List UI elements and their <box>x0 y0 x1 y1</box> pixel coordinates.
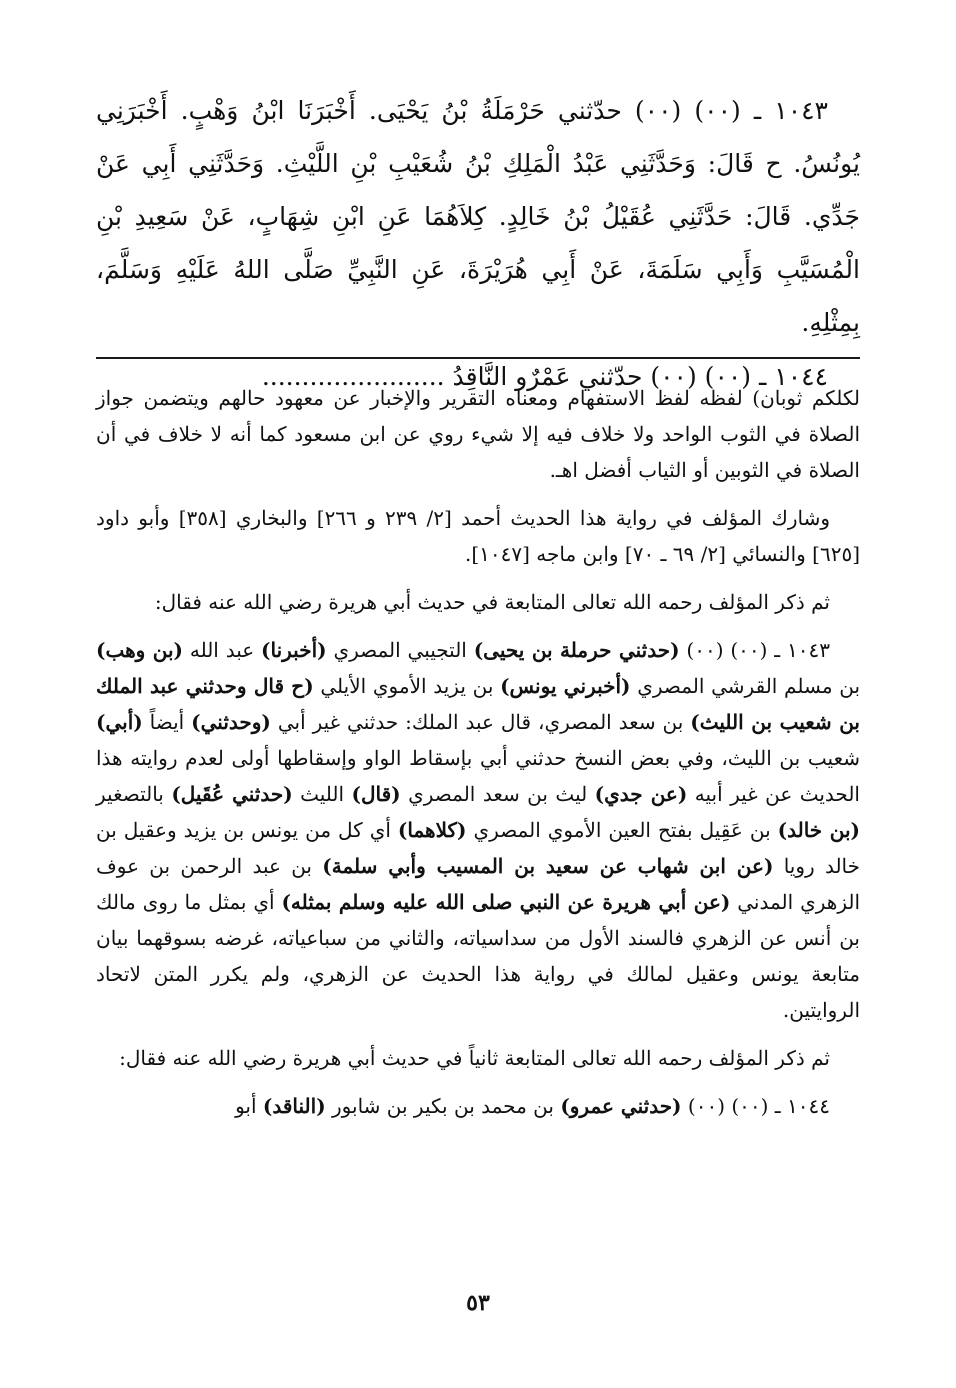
commentary-text: ١٠٤٣ ـ (٠٠) (٠٠) <box>679 638 830 662</box>
commentary-text: بن عبد الرحمن بن عوف الزهري المدني <box>96 854 861 914</box>
commentary-text: بن يزيد الأموي الأيلي <box>313 674 501 698</box>
commentary-text: الليث <box>292 782 352 806</box>
commentary-text: بالتصغير <box>96 782 172 806</box>
commentary-text: أبو <box>235 1094 263 1118</box>
commentary-paragraph-5: ثم ذكر المؤلف رحمه الله تعالى المتابعة ثانياً في حديث أبي هريرة رضي الله عنه فقال: <box>119 1046 830 1070</box>
commentary-text: شعيب بن الليث، وفي بعض النسخ حدثني أبي بإسقاط الواو وإسقاطها أولى لعدم روايته هذا الحديث عن غير أبيه <box>96 746 860 806</box>
commentary-text: بن عَقِيل بفتح العين الأموي المصري <box>466 818 778 842</box>
commentary-text: أي بمثل ما روى مالك بن أنس عن الزهري فالسند الأول من سداسياته، والثاني من سباعياته، غرضه بسوقهما بيان متابعة يونس وعقيل لمالك في رواية هذا الحديث عن الزهري، ولم يكرر المتن لاتحاد الروايتين. <box>96 890 860 1022</box>
commentary-bold-text: (حدثني حرملة بن يحيى) <box>473 638 680 662</box>
commentary-bold-text: (وحدثني) <box>191 710 271 734</box>
commentary-text: التجيبي المصري <box>326 638 474 662</box>
commentary-bold-text: (بن وهب) <box>96 638 184 662</box>
commentary-bold-text: (أبي) <box>96 710 143 734</box>
commentary-text: أيضاً <box>142 710 192 734</box>
hadith-text-section <box>96 84 860 403</box>
commentary-bold-text: (عن ابن شهاب عن سعيد بن المسيب وأبي سلمة) <box>322 854 774 878</box>
commentary-text: ليث بن سعد المصري <box>400 782 595 806</box>
commentary-paragraph-3: ثم ذكر المؤلف رحمه الله تعالى المتابعة في حديث أبي هريرة رضي الله عنه فقال: <box>154 590 830 614</box>
commentary-bold-text: (ح قال وحدثني عبد الملك بن شعيب بن الليث) <box>96 674 860 734</box>
hadith-paragraph: ١٠٤٣ ـ (٠٠) (٠٠) حدّثني حَرْمَلَةُ بْنُ يَحْيَى. أَخْبَرَنَا ابْنُ وَهْبٍ. أَخْبَرَنِي يُونُسُ. ح قَالَ: وَحَدَّثَنِي عَبْدُ الْمَلِكِ بْنُ شُعَيْبِ بْنِ اللَّيْثِ. وَحَدَّثَنِي أَبِي عَنْ جَدِّي. قَالَ: حَدَّثَنِي عُقَيْلُ بْنُ خَالِدٍ. كِلاَهُمَا عَنِ ابْنِ شِهَابٍ، عَنْ سَعِيدِ بْنِ الْمُسَيَّبِ وَأَبِي سَلَمَةَ، عَنْ أَبِي هُرَيْرَةَ، عَنِ النَّبِيِّ صَلَّى اللهُ عَلَيْهِ وَسَلَّمَ، بِمِثْلِهِ. <box>96 96 860 337</box>
commentary-bold-text: (قال) <box>351 782 401 806</box>
page-number: ٥٣ <box>466 1290 490 1316</box>
commentary-bold-text: (حدثني عمرو) <box>560 1094 682 1118</box>
commentary-bold-text: (أخبرنا) <box>261 638 327 662</box>
commentary-bold-text: (عن أبي هريرة عن النبي صلى الله عليه وسلم بمثله) <box>281 890 731 914</box>
commentary-text: بن محمد بن بكير بن شابور <box>325 1094 561 1118</box>
footnote-divider <box>96 357 860 359</box>
commentary-bold-text: (كلاهما) <box>397 818 467 842</box>
book-page <box>96 0 860 1388</box>
commentary-bold-text: (بن خالد) <box>777 818 861 842</box>
commentary-bold-text: (عن جدي) <box>594 782 688 806</box>
commentary-bold-text: (حدثني عُقَيل) <box>171 782 293 806</box>
hadith-paragraph-next: ١٠٤٤ ـ (٠٠) (٠٠) حدّثني عَمْرٌو النَّاقِدُ ....................... <box>261 362 828 391</box>
commentary-text: بن مسلم القرشي المصري <box>630 674 861 698</box>
commentary-bold-text: (الناقد) <box>262 1094 326 1118</box>
commentary-paragraph-2: وشارك المؤلف في رواية هذا الحديث أحمد [٢/ ٢٣٩ و ٢٦٦] والبخاري [٣٥٨] وأبو داود [٦٢٥] والنسائي [٢/ ٦٩ ـ ٧٠] وابن ماجه [١٠٤٧]. <box>96 506 860 566</box>
commentary-bold-text: (أخبرني يونس) <box>500 674 631 698</box>
commentary-text: عبد الله <box>183 638 262 662</box>
commentary-text: بن سعد المصري، قال عبد الملك: حدثني غير أبي <box>270 710 691 734</box>
commentary-paragraph-6 <box>96 1088 860 1124</box>
commentary-paragraph-1: لكلكم ثوبان) لفظه لفظ الاستفهام ومعناه التقرير والإخبار عن معهود حالهم ويتضمن جواز الصلاة في الثوب الواحد ولا خلاف فيه إلا شيء روي عن ابن مسعود كما أنه لا خلاف في أن الصلاة في الثوبين أو الثياب أفضل اهـ. <box>96 386 860 482</box>
commentary-paragraph-4 <box>96 632 860 1028</box>
commentary-section <box>96 380 860 1136</box>
commentary-text: ١٠٤٤ ـ (٠٠) (٠٠) <box>681 1094 830 1118</box>
commentary-text: أي كل من يونس بن يزيد وعقيل بن خالد رويا <box>96 818 861 878</box>
